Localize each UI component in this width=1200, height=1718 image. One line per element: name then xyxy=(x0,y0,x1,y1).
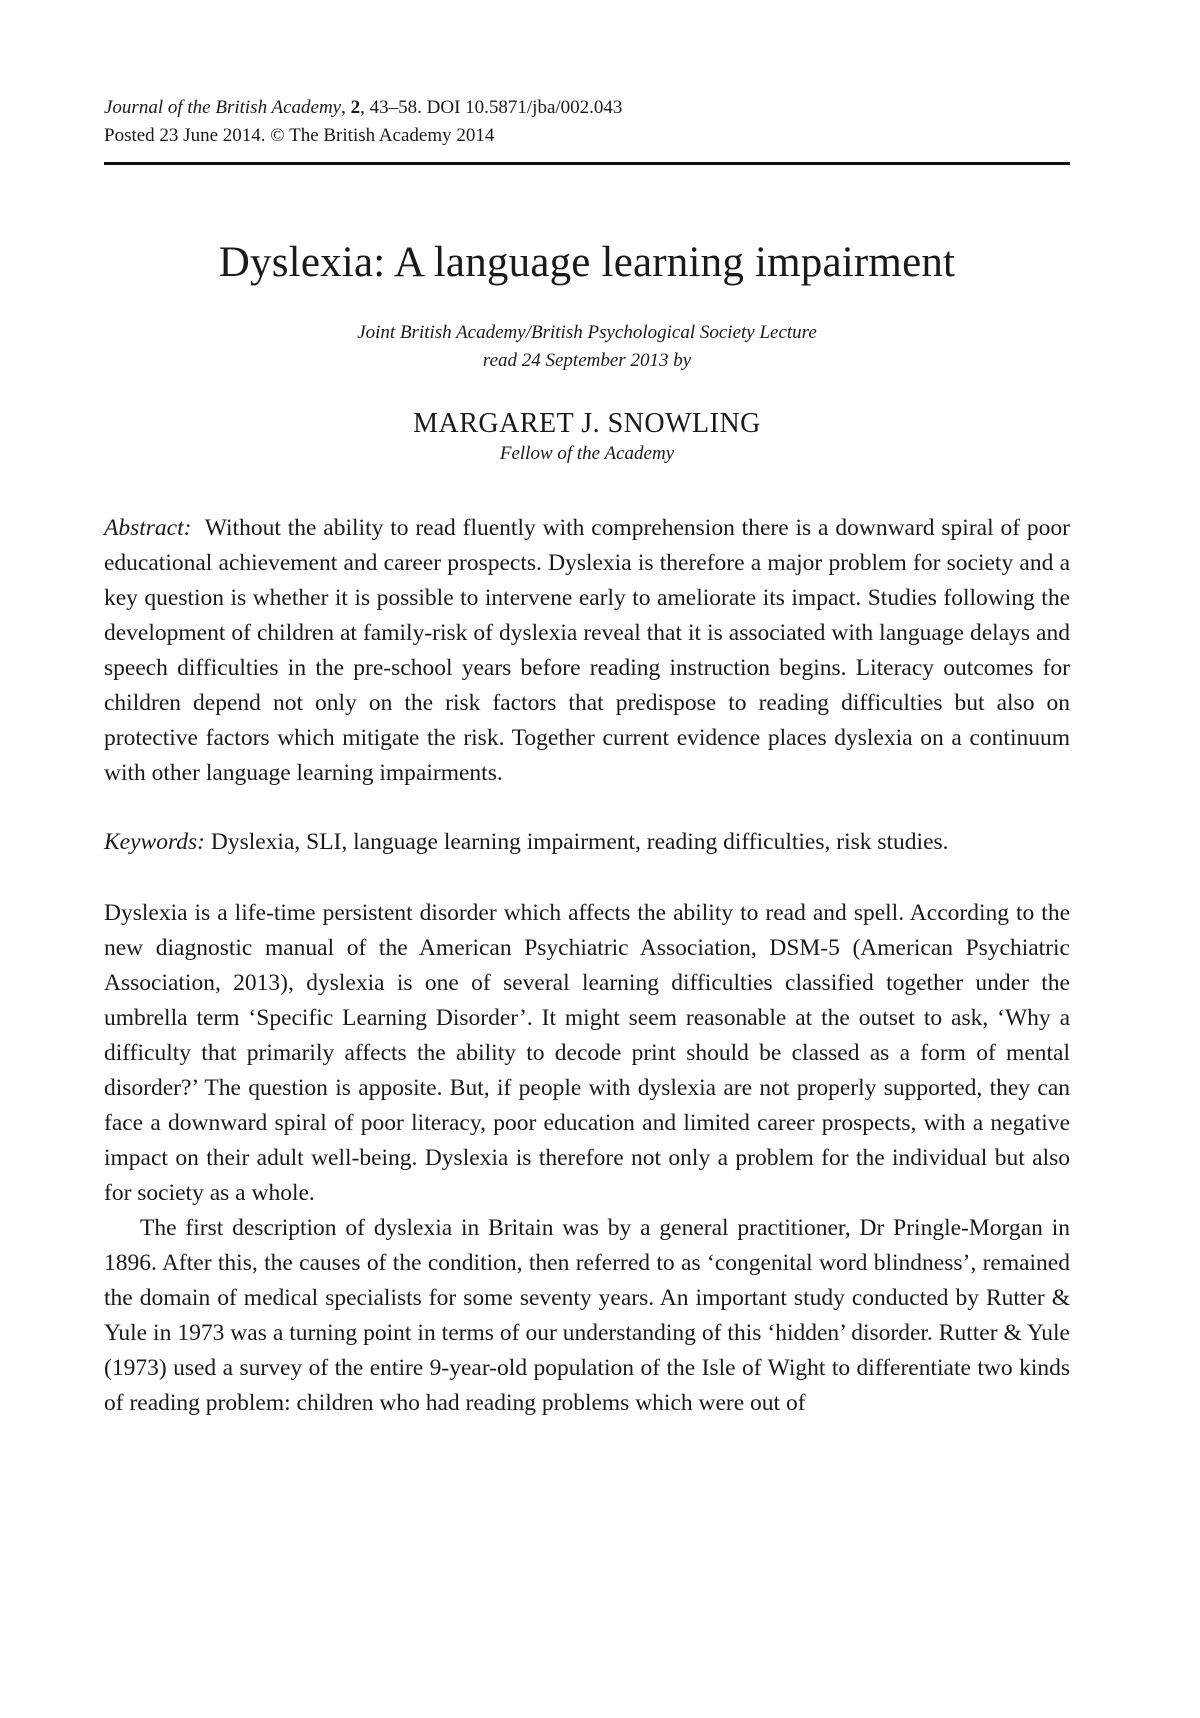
pages-doi: , 43–58. DOI 10.5871/jba/002.043 xyxy=(360,97,623,118)
keywords-text: Dyslexia, SLI, language learning impairment, reading difficulties, risk studies. xyxy=(210,829,949,855)
journal-page xyxy=(104,94,1070,1421)
body-paragraph-2: The first description of dyslexia in Britain was by a general practitioner, Dr Pringle-Morgan in 1896. After this, the causes of the condition, then referred to as ‘congenital word blindness’, remained the domain of medical specialists for some seventy years. An important study conducted by Rutter & Yule in 1973 was a turning point in terms of our understanding of this ‘hidden’ disorder. Rutter & Yule (1973) used a survey of the entire 9-year-old population of the Isle of Wight to differentiate two kinds of reading problem: children who had reading problems which were out of xyxy=(104,1215,1070,1416)
lecture-line-1: Joint British Academy/British Psychological Society Lecture xyxy=(357,322,817,343)
journal-header xyxy=(104,94,1070,165)
author-name: MARGARET J. SNOWLING xyxy=(413,408,761,439)
journal-name: Journal of the British Academy xyxy=(104,97,342,118)
lecture-info xyxy=(104,319,1070,375)
abstract-label: Abstract: xyxy=(104,515,192,541)
journal-volume: 2 xyxy=(350,97,361,118)
article-title: Dyslexia: A language learning impairment xyxy=(218,239,956,286)
article-body xyxy=(104,896,1070,1421)
lecture-line-2: read 24 September 2013 by xyxy=(482,350,692,371)
posted-line: Posted 23 June 2014. © The British Academy 2014 xyxy=(104,125,495,146)
abstract-text: Without the ability to read fluently with comprehension there is a downward spiral of poor educational achievement and career prospects. Dyslexia is therefore a major problem for society and a key question is whether it is possible to intervene early to ameliorate its impact. Studies following the development of children at family-risk of dyslexia reveal that it is associated with language delays and speech difficulties in the pre-school years before reading instruction begins. Literacy outcomes for children depend not only on the risk factors that predispose to reading difficulties but also on protective factors which mitigate the risk. Together current evidence places dyslexia on a continuum with other language learning impairments. xyxy=(104,515,1071,786)
abstract xyxy=(104,511,1070,791)
keywords xyxy=(104,825,1070,860)
author-affiliation: Fellow of the Academy xyxy=(499,443,675,464)
body-paragraph-1: Dyslexia is a life-time persistent disorder which affects the ability to read and spell. According to the new diagnostic manual of the American Psychiatric Association, DSM-5 (American Psychiatric Association, 2013), dyslexia is one of several learning difficulties classified together under the umbrella term ‘Specific Learning Disorder’. It might seem reasonable at the outset to ask, ‘Why a difficulty that primarily affects the ability to decode print should be classed as a form of mental disorder?’ The question is apposite. But, if people with dyslexia are not properly supported, they can face a downward spiral of poor literacy, poor education and limited career prospects, with a negative impact on their adult well-being. Dyslexia is therefore not only a problem for the individual but also for society as a whole. xyxy=(104,900,1070,1206)
citation-line: Journal of the British Academy, 2, 43–58. DOI 10.5871/jba/002.043 xyxy=(104,97,623,118)
keywords-label: Keywords: xyxy=(104,829,205,855)
